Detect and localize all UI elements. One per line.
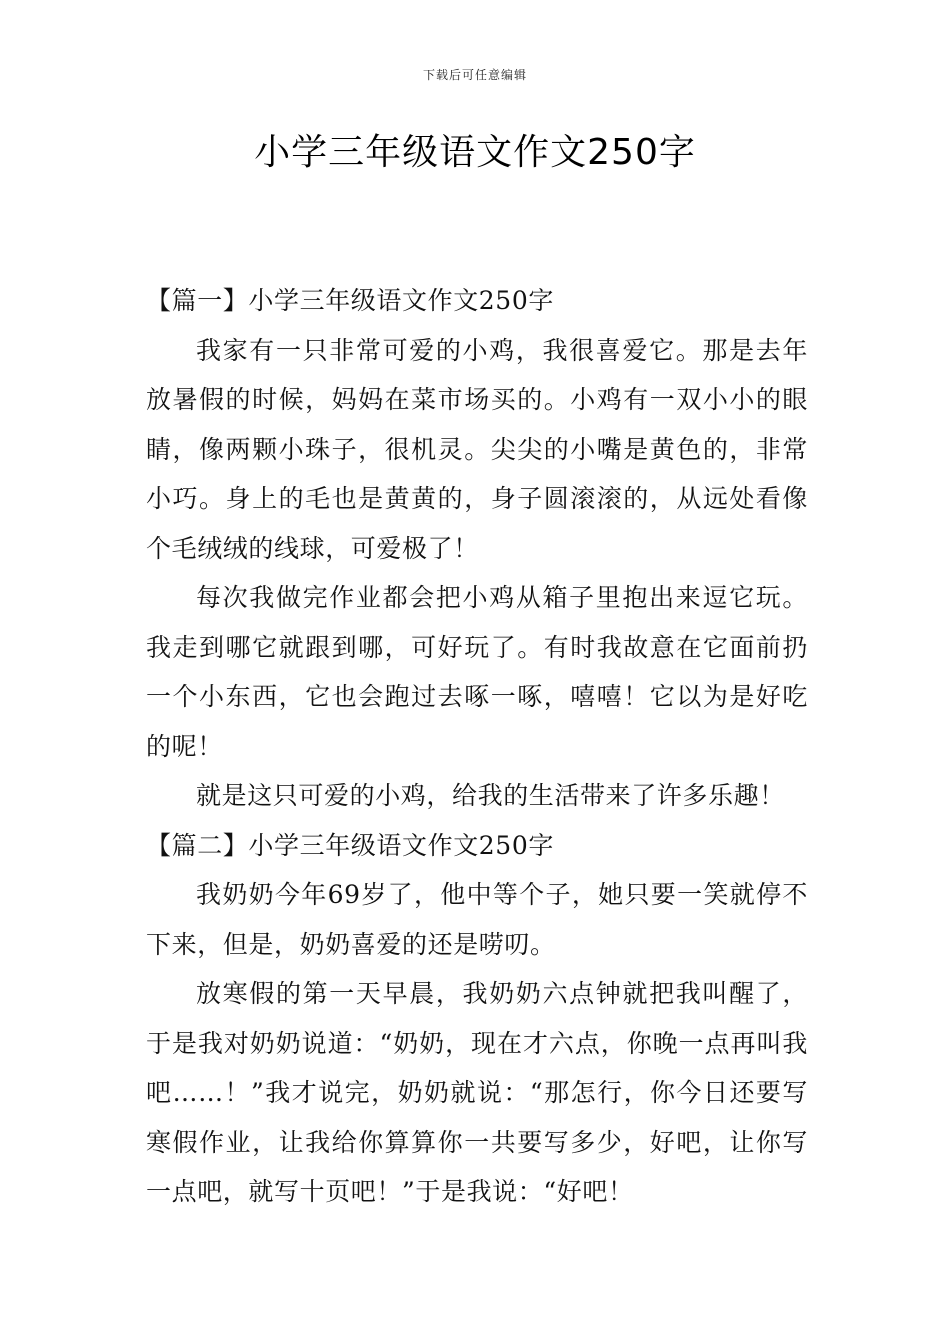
section-heading: 【篇二】小学三年级语文作文250字 xyxy=(146,830,554,860)
document-body xyxy=(146,276,808,1217)
paragraph: 放寒假的第一天早晨，我奶奶六点钟就把我叫醒了，于是我对奶奶说道：“奶奶，现在才六点，你晚一点再叫我吧……！”我才说完，奶奶就说：“那怎行，你今日还要写寒假作业，让我给你算算你一共要写多少，好吧，让你写一点吧，就写十页吧！”于是我说：“好吧！ xyxy=(146,979,808,1206)
paragraph: 就是这只可爱的小鸡，给我的生活带来了许多乐趣！ xyxy=(196,781,785,810)
paragraph: 我奶奶今年69岁了，他中等个子，她只要一笑就停不下来，但是，奶奶喜爱的还是唠叨。 xyxy=(146,880,808,959)
paragraph: 每次我做完作业都会把小鸡从箱子里抱出来逗它玩。我走到哪它就跟到哪，可好玩了。有时我故意在它面前扔一个小东西，它也会跑过去啄一啄，嘻嘻！它以为是好吃的呢！ xyxy=(146,583,808,761)
section-heading: 【篇一】小学三年级语文作文250字 xyxy=(146,286,554,315)
paragraph: 我家有一只非常可爱的小鸡，我很喜爱它。那是去年放暑假的时候，妈妈在菜市场买的。小鸡有一双小小的眼睛，像两颗小珠子，很机灵。尖尖的小嘴是黄色的，非常小巧。身上的毛也是黄黄的，身子圆滚滚的，从远处看像个毛绒绒的线球，可爱极了！ xyxy=(146,335,808,563)
header-note: 下载后可任意编辑 xyxy=(422,68,527,82)
document-title: 小学三年级语文作文250字 xyxy=(254,132,696,173)
